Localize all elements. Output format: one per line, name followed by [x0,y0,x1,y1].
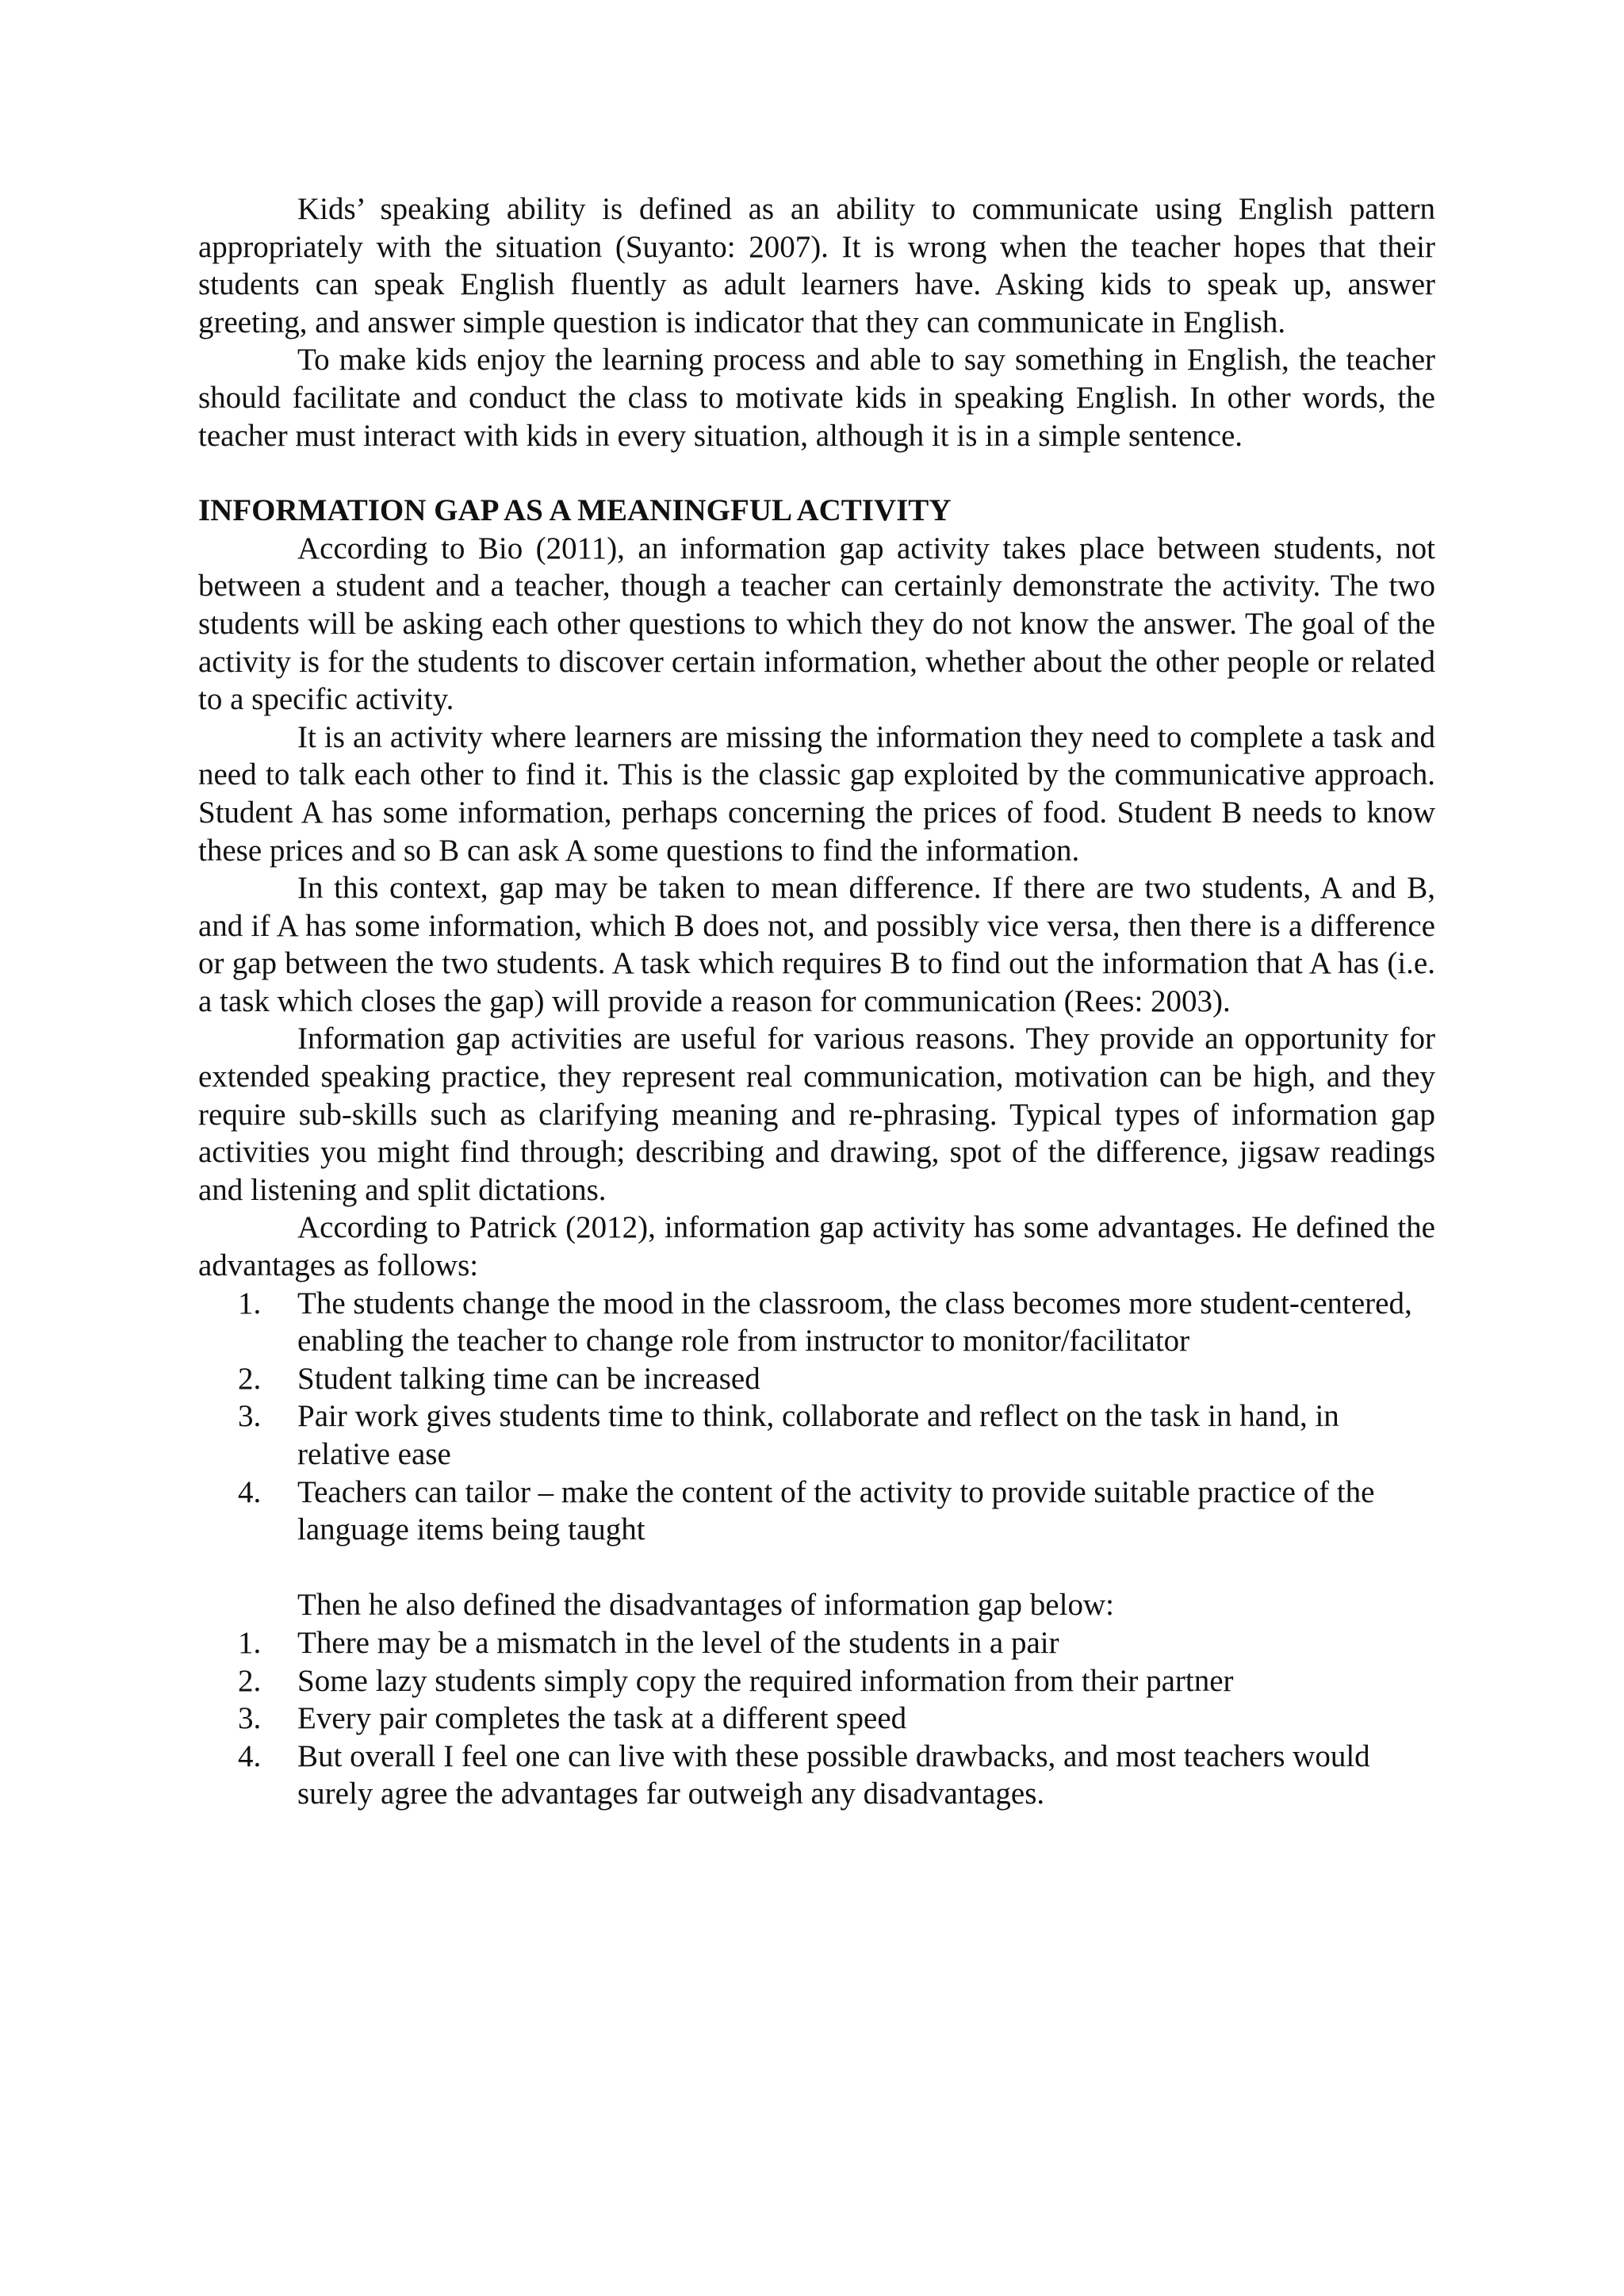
section-paragraph-4: Information gap activities are useful for various reasons. They provide an opportunity for extended speaking practice, they represent real communication, motivation can be high, and they require sub-skills such as clarifying meaning and re-phrasing. Typical types of information gap activities you might find through; describing and drawing, spot of the difference, jigsaw readings and listening and split dictations. [198,1022,1435,1207]
list-number: 3. [238,1399,262,1434]
list-number: 1. [238,1625,262,1660]
blank-line [198,1549,1435,1587]
section-paragraph-2: It is an activity where learners are missing the information they need to complete a task and need to talk each other to find it. This is the classic gap exploited by the communicative approach. Student A has some information, perhaps concerning the prices of food. Student B needs to know these prices and so B can ask A some questions to find the information. [198,719,1435,868]
list-item [198,1738,1435,1813]
section-heading: INFORMATION GAP AS A MEANINGFUL ACTIVITY [198,493,952,528]
list-number: 4. [238,1738,262,1773]
intro-paragraph-1: Kids’ speaking ability is defined as an ability to communicate using English pattern appropriately with the situation (Suyanto: 2007). It is wrong when the teacher hopes that their students can speak English fluently as adult learners have. Asking kids to speak up, answer greeting, and answer simple question is indicator that they can communicate in English. [198,192,1435,339]
disadvantages-list [198,1624,1435,1813]
list-item-text: Every pair completes the task at a different speed [297,1701,907,1736]
section-paragraph-3: In this context, gap may be taken to mean difference. If there are two students, A and B, and if A has some information, which B does not, and possibly vice versa, then there is a difference or gap between the two students. A task which requires B to find out the information that A has (i.e. a task which closes the gap) will provide a reason for communication (Rees: 2003). [198,871,1435,1018]
list-item [198,1397,1435,1473]
list-number: 3. [238,1701,262,1736]
list-number: 1. [238,1286,262,1320]
advantages-list [198,1285,1435,1549]
section-paragraph-5: According to Patrick (2012), information gap activity has some advantages. He defined the advantages as follows: [198,1210,1435,1283]
section-paragraph-6: Then he also defined the disadvantages of information gap below: [297,1588,1114,1623]
list-item-text: The students change the mood in the classroom, the class becomes more student-centered, enabling the teacher to change role from instructor to monitor/facilitator [297,1286,1412,1359]
list-item-text: Pair work gives students time to think, collaborate and reflect on the task in hand, in relative ease [297,1399,1339,1471]
list-item-text: Teachers can tailor – make the content of the activity to provide suitable practice of the language items being taught [297,1474,1375,1547]
list-item-text: There may be a mismatch in the level of the students in a pair [297,1625,1059,1660]
list-item-text: Student talking time can be increased [297,1361,760,1396]
list-item [198,1700,1435,1738]
list-item-text: Some lazy students simply copy the required information from their partner [297,1663,1234,1698]
list-item [198,1624,1435,1662]
list-item [198,1360,1435,1398]
list-number: 4. [238,1474,262,1509]
intro-paragraph-2: To make kids enjoy the learning process and able to say something in English, the teacher should facilitate and conduct the class to motivate kids in speaking English. In other words, the teacher must interact with kids in every situation, although it is in a simple sentence. [198,343,1435,453]
list-item [198,1662,1435,1700]
document-page [198,190,1435,1813]
section-paragraph-1: According to Bio (2011), an information gap activity takes place between students, not between a student and a teacher, though a teacher can certainly demonstrate the activity. The two students will be asking each other questions to which they do not know the answer. The goal of the activity is for the students to discover certain information, whether about the other people or related to a specific activity. [198,531,1435,717]
list-item [198,1285,1435,1360]
list-number: 2. [238,1663,262,1698]
list-number: 2. [238,1361,262,1396]
list-item-text: But overall I feel one can live with these possible drawbacks, and most teachers would surely agree the advantages far outweigh any disadvantages. [297,1738,1370,1811]
list-item [198,1474,1435,1549]
